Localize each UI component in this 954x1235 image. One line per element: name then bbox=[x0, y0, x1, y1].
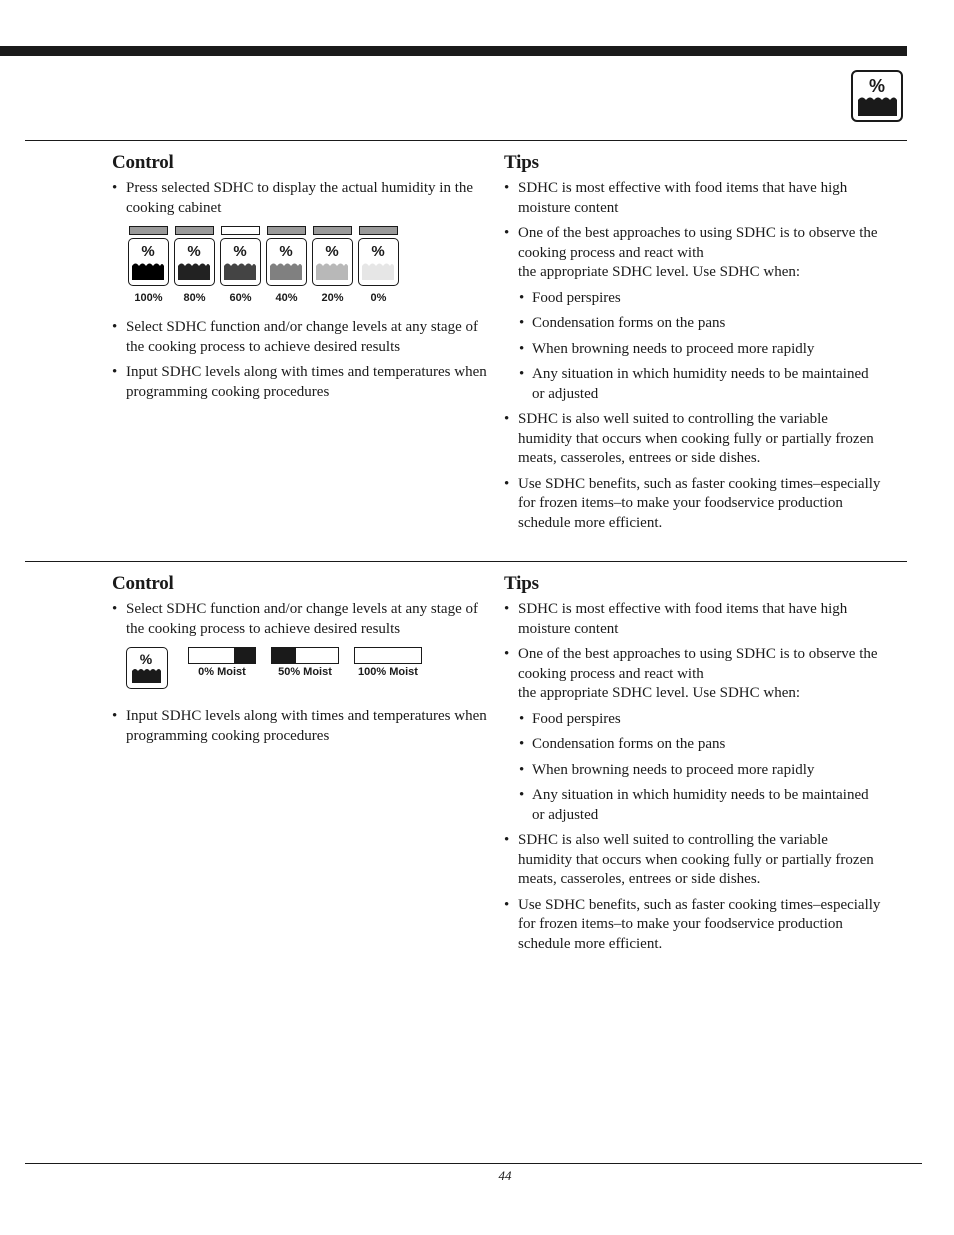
tips-bullet: • Use SDHC benefits, such as faster cooking times–especially for frozen items–to make your foodservice production schedule more efficient. bbox=[504, 896, 884, 955]
humidity-level-icon[interactable] bbox=[174, 238, 215, 286]
humidity-level-icon[interactable] bbox=[266, 238, 307, 286]
control-bullet: • Input SDHC levels along with times and temperatures when programming cooking procedures bbox=[112, 363, 492, 402]
moist-level-label: 0% Moist bbox=[198, 666, 246, 678]
control-column bbox=[112, 152, 492, 408]
humidity-level-item[interactable] bbox=[266, 226, 307, 304]
level-label: 40% bbox=[275, 292, 298, 304]
section-divider bbox=[25, 140, 907, 141]
moist-level-item[interactable] bbox=[354, 647, 422, 678]
tips-column bbox=[504, 573, 884, 960]
humidity-percent-icon bbox=[851, 70, 903, 122]
level-indicator-bar bbox=[313, 226, 352, 235]
tips-sub-bullet: • Any situation in which humidity needs to be maintained or adjusted bbox=[504, 786, 884, 825]
humidity-level-item[interactable] bbox=[312, 226, 353, 304]
tips-bullet: • Use SDHC benefits, such as faster cooking times–especially for frozen items–to make your foodservice production schedule more efficient. bbox=[504, 475, 884, 534]
level-label: 80% bbox=[183, 292, 206, 304]
page-number: 44 bbox=[498, 1168, 512, 1183]
level-label: 60% bbox=[229, 292, 252, 304]
svg-text:%: % bbox=[233, 243, 247, 260]
moist-level-item[interactable] bbox=[188, 647, 256, 678]
level-indicator-bar bbox=[129, 226, 168, 235]
level-indicator-bar bbox=[359, 226, 398, 235]
footer-divider bbox=[25, 1163, 922, 1164]
section-divider bbox=[25, 561, 907, 562]
tips-sub-bullet: • Condensation forms on the pans bbox=[504, 314, 884, 334]
moist-level-row bbox=[126, 647, 492, 689]
moist-level-bar[interactable] bbox=[354, 647, 422, 664]
tips-sub-bullet: • Food perspires bbox=[504, 289, 884, 309]
humidity-level-item[interactable] bbox=[174, 226, 215, 304]
moist-level-bar[interactable] bbox=[188, 647, 256, 664]
humidity-percent-icon bbox=[126, 647, 168, 689]
level-label: 20% bbox=[321, 292, 344, 304]
tips-bullet: • SDHC is most effective with food items that have high moisture content bbox=[504, 179, 884, 218]
tips-bullet-text: the appropriate SDHC level. Use SDHC when: bbox=[518, 264, 801, 280]
tips-sub-bullet: • When browning needs to proceed more rapidly bbox=[504, 340, 884, 360]
svg-text:%: % bbox=[371, 243, 385, 260]
control-bullet: • Press selected SDHC to display the actual humidity in the cooking cabinet bbox=[112, 179, 492, 218]
tips-bullet: • SDHC is also well suited to controlling the variable humidity that occurs when cooking fully or partially frozen meats, casseroles, entrees or side dishes. bbox=[504, 410, 884, 469]
tips-bullet: • SDHC is most effective with food items that have high moisture content bbox=[504, 600, 884, 639]
control-bullet: • Select SDHC function and/or change levels at any stage of the cooking process to achieve desired results bbox=[112, 318, 492, 357]
moist-level-fill bbox=[272, 648, 296, 663]
top-bar bbox=[0, 46, 907, 56]
humidity-level-icon[interactable] bbox=[358, 238, 399, 286]
svg-text:%: % bbox=[325, 243, 339, 260]
humidity-level-item[interactable] bbox=[358, 226, 399, 304]
moist-level-fill bbox=[234, 648, 255, 663]
tips-bullet-text: One of the best approaches to using SDHC is to observe the cooking process and react with bbox=[518, 225, 878, 261]
tips-bullet bbox=[504, 645, 884, 704]
humidity-level-item[interactable] bbox=[220, 226, 261, 304]
level-label: 0% bbox=[370, 292, 387, 304]
tips-sub-bullet: • Condensation forms on the pans bbox=[504, 735, 884, 755]
tips-bullet bbox=[504, 224, 884, 283]
level-indicator-bar bbox=[175, 226, 214, 235]
tips-bullet-text: One of the best approaches to using SDHC is to observe the cooking process and react with bbox=[518, 646, 878, 682]
level-indicator-bar bbox=[221, 226, 260, 235]
svg-text:%: % bbox=[187, 243, 201, 260]
level-label: 100% bbox=[134, 292, 163, 304]
svg-text:%: % bbox=[141, 243, 155, 260]
humidity-level-icon[interactable] bbox=[128, 238, 169, 286]
control-heading: Control bbox=[112, 152, 174, 173]
moist-level-bar[interactable] bbox=[271, 647, 339, 664]
tips-sub-bullet: • Food perspires bbox=[504, 710, 884, 730]
svg-text:%: % bbox=[139, 651, 153, 667]
control-column bbox=[112, 573, 492, 752]
moist-level-label: 100% Moist bbox=[358, 666, 418, 678]
svg-text:%: % bbox=[868, 76, 886, 96]
tips-sub-bullet: • When browning needs to proceed more rapidly bbox=[504, 761, 884, 781]
humidity-level-icon[interactable] bbox=[220, 238, 261, 286]
moist-level-label: 50% Moist bbox=[278, 666, 332, 678]
tips-sub-bullet: • Any situation in which humidity needs to be maintained or adjusted bbox=[504, 365, 884, 404]
tips-heading: Tips bbox=[504, 573, 539, 594]
humidity-level-item[interactable] bbox=[128, 226, 169, 304]
tips-heading: Tips bbox=[504, 152, 539, 173]
tips-bullet: • SDHC is also well suited to controlling the variable humidity that occurs when cooking fully or partially frozen meats, casseroles, entrees or side dishes. bbox=[504, 831, 884, 890]
svg-text:%: % bbox=[279, 243, 293, 260]
tips-bullet-text: the appropriate SDHC level. Use SDHC when: bbox=[518, 685, 801, 701]
tips-column bbox=[504, 152, 884, 539]
control-heading: Control bbox=[112, 573, 174, 594]
level-indicator-bar bbox=[267, 226, 306, 235]
control-bullet: • Select SDHC function and/or change levels at any stage of the cooking process to achieve desired results bbox=[112, 600, 492, 639]
moist-level-item[interactable] bbox=[271, 647, 339, 678]
humidity-level-icon[interactable] bbox=[312, 238, 353, 286]
control-bullet: • Input SDHC levels along with times and temperatures when programming cooking procedures bbox=[112, 707, 492, 746]
humidity-level-row bbox=[128, 226, 492, 304]
